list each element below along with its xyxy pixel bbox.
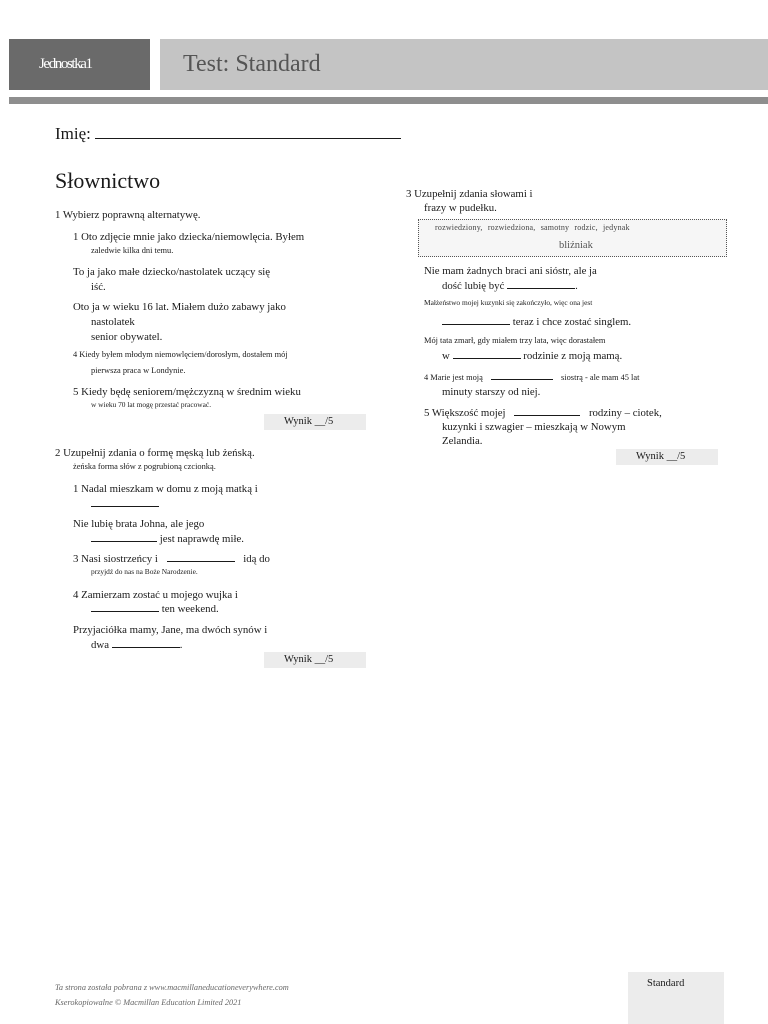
ex3-item5-blank[interactable] — [514, 406, 580, 416]
page-title: Test: Standard — [160, 39, 768, 90]
ex3-item4 — [424, 370, 639, 383]
ex3-item1: Nie mam żadnych braci ani sióstr, ale ja — [424, 265, 597, 277]
name-blank[interactable] — [95, 125, 401, 139]
ex3-item4-cont: minuty starszy od niej. — [442, 386, 541, 398]
level-badge: Standard — [628, 972, 724, 1024]
name-field[interactable] — [55, 124, 401, 144]
ex3-item1-cont — [442, 279, 578, 293]
ex2-instruction: 2 Uzupełnij zdania o formę męską lub żeńską. — [55, 447, 255, 459]
ex2-item4-blank[interactable] — [91, 602, 159, 612]
ex2-item3-end: idą do — [243, 553, 270, 565]
ex2-item2: Nie lubię brata Johna, ale jego — [73, 518, 205, 530]
ex2-item4: 4 Zamierzam zostać u mojego wujka i — [73, 589, 238, 601]
section-title: Słownictwo — [55, 168, 161, 193]
ex2-score: Wynik __/5 — [264, 652, 366, 668]
unit-label: Jednostka1 — [9, 39, 150, 90]
ex2-item2-cont — [91, 532, 244, 546]
ex2-item1: 1 Nadal mieszkam w domu z moją matką i — [73, 483, 258, 495]
ex3-item5-cont2: Zelandia. — [442, 435, 483, 447]
ex1-item3-cont: nastolatek — [91, 316, 135, 328]
ex1-item5: 5 Kiedy będę seniorem/mężczyzną w średnim wieku — [73, 386, 301, 398]
ex3-item5-text: 5 Większość mojej — [424, 407, 506, 419]
ex1-item3-cont2: senior obywatel. — [91, 331, 163, 343]
ex2-item2-blank[interactable] — [91, 532, 157, 542]
ex2-item4-text: ten weekend. — [161, 603, 219, 615]
ex3-item3: Mój tata zmarł, gdy miałem trzy lata, więc dorastałem — [424, 336, 606, 345]
ex1-item5-cont: w wieku 70 lat mogę przestać pracować. — [91, 400, 212, 409]
ex2-item5-text: dwa — [91, 639, 109, 651]
ex2-item2-text: jest naprawdę miłe. — [159, 533, 244, 545]
ex3-item3-cont — [442, 349, 622, 363]
ex3-item1-blank[interactable] — [507, 279, 575, 289]
word-box-last: bliźniak — [559, 240, 593, 251]
ex2-item3 — [73, 552, 270, 566]
ex3-item4-text: 4 Marie jest moją — [424, 373, 483, 382]
ex3-item2-text: teraz i chce zostać singlem. — [512, 316, 632, 328]
ex2-item3-blank[interactable] — [167, 552, 235, 562]
ex3-item5-cont: kuzynki i szwagier – mieszkają w Nowym — [442, 421, 626, 433]
ex3-item2-blank[interactable] — [442, 315, 510, 325]
ex1-instruction: 1 Wybierz poprawną alternatywę. — [55, 209, 201, 221]
footer-copyright: Kserokopiowalne © Macmillan Education Limited 2021 — [55, 998, 242, 1007]
ex1-item2: To ja jako małe dziecko/nastolatek uczący się — [73, 266, 271, 278]
ex1-item1-cont: zaledwie kilka dni temu. — [91, 246, 174, 255]
ex3-item3-blank[interactable] — [453, 349, 521, 359]
ex2-item5-period: . — [179, 639, 183, 651]
ex3-item4-blank[interactable] — [491, 370, 553, 380]
footer-source: Ta strona została pobrana z www.macmillaneducationeverywhere.com — [55, 983, 289, 992]
ex3-instruction: 3 Uzupełnij zdania słowami i — [406, 188, 533, 200]
ex1-item1: 1 Oto zdjęcie mnie jako dziecka/niemowlęcia. Byłem — [73, 231, 305, 243]
ex3-instruction-cont: frazy w pudełku. — [424, 202, 497, 214]
ex3-item3-end: rodzinie z moją mamą. — [523, 350, 623, 362]
ex3-item2-cont — [442, 315, 631, 329]
ex1-item4: 4 Kiedy byłem młodym niemowlęciem/dorosłym, dostałem mój — [73, 350, 288, 359]
ex1-item4-cont: pierwsza praca w Londynie. — [91, 366, 186, 375]
ex2-item4-cont — [91, 602, 219, 616]
ex3-item4-end: siostrą - ale mam 45 lat — [561, 373, 640, 382]
ex2-item5-cont — [91, 638, 182, 652]
word-box-words: rozwiedziony, rozwiedziona, samotny rodzic, jedynak — [435, 223, 630, 232]
ex2-subinstruction: żeńska forma słów z pogrubioną czcionką. — [73, 462, 216, 471]
ex1-item2-cont: iść. — [91, 281, 106, 293]
ex3-item1-period: . — [575, 280, 578, 292]
ex1-item3: Oto ja w wieku 16 lat. Miałem dużo zabawy jako — [73, 301, 286, 313]
ex3-item5 — [424, 406, 662, 420]
ex3-item2: Małżeństwo mojej kuzynki się zakończyło, więc ona jest — [424, 298, 593, 307]
header-rule — [9, 97, 768, 104]
word-box — [418, 219, 727, 257]
ex2-item5: Przyjaciółka mamy, Jane, ma dwóch synów i — [73, 624, 268, 636]
ex3-score: Wynik __/5 — [616, 449, 718, 465]
ex2-item3-text: 3 Nasi siostrzeńcy i — [73, 553, 158, 565]
ex2-item5-blank[interactable] — [112, 638, 180, 648]
ex1-score: Wynik __/5 — [264, 414, 366, 430]
ex2-item1-blank[interactable] — [91, 498, 159, 507]
name-label: Imię: — [55, 124, 91, 143]
ex3-item1-text: dość lubię być — [442, 280, 505, 292]
ex2-item3-cont: przyjdź do nas na Boże Narodzenie. — [91, 567, 198, 576]
ex3-item5-end: rodziny – ciotek, — [588, 407, 662, 419]
ex3-item3-text: w — [442, 350, 450, 362]
